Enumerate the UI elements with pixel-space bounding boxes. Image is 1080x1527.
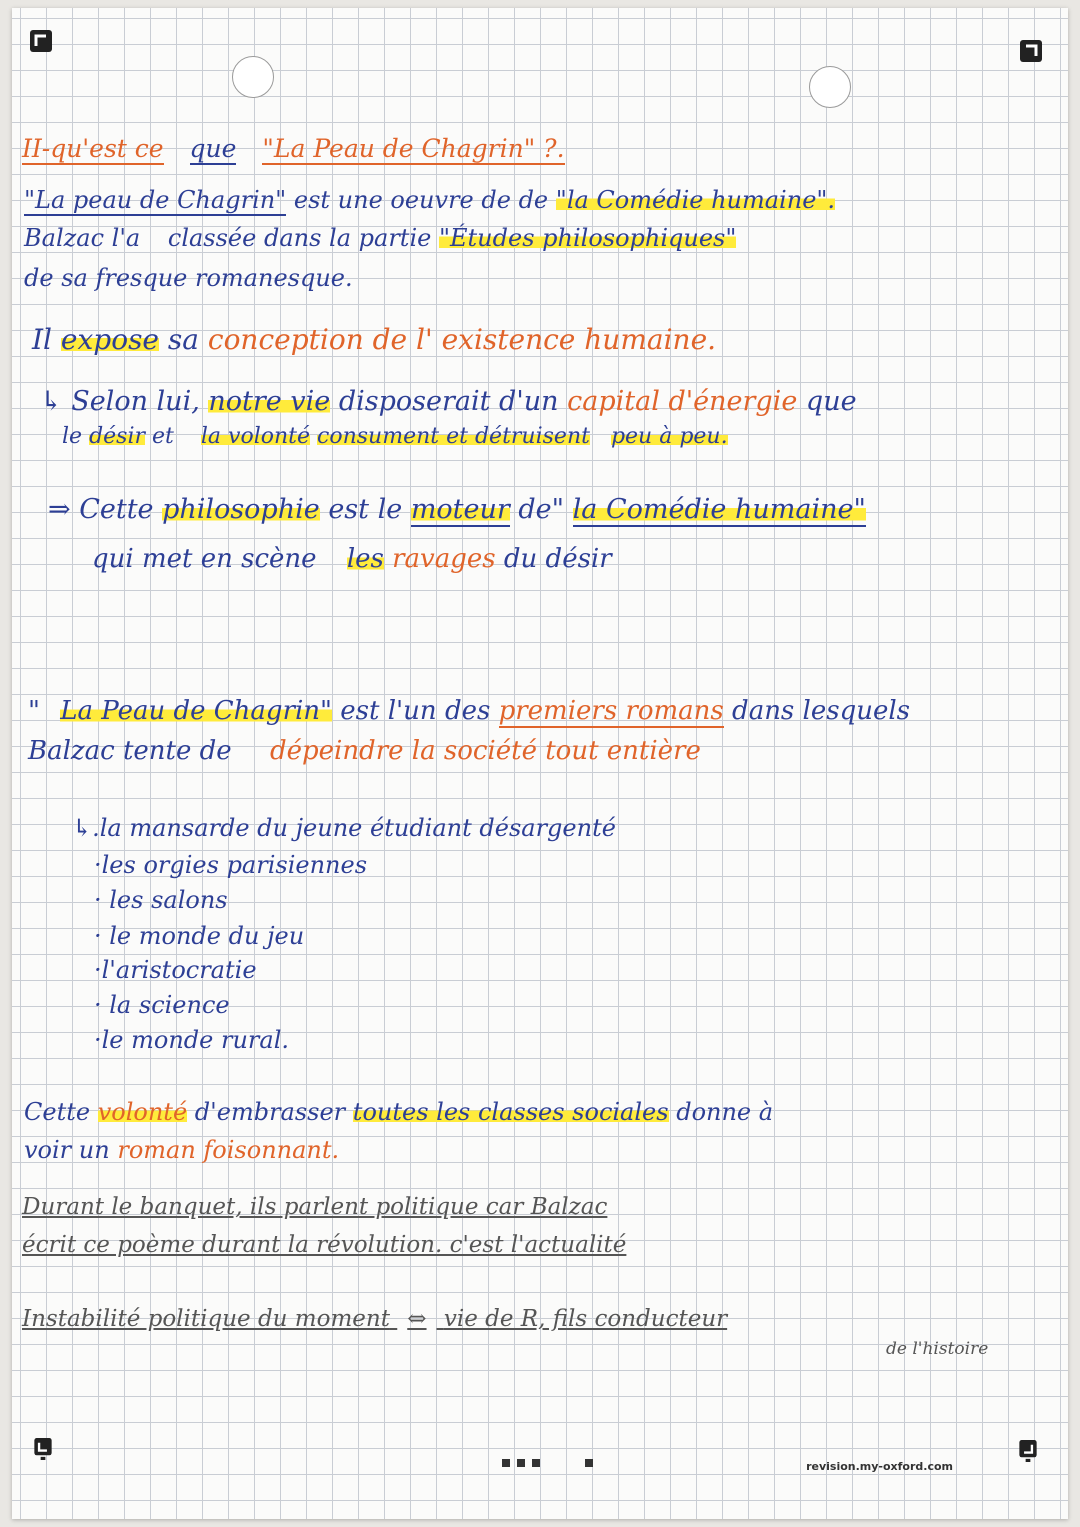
list-item [94,993,230,1017]
list-item [94,958,257,982]
para3-text: " [28,696,40,726]
para4-highlight: volonté [97,1098,188,1126]
para2-text: qui met en scène [92,544,317,574]
list-item-text: ·l'aristocratie [94,956,257,984]
para2-text: le [62,424,83,449]
para5-line4 [886,1341,988,1358]
para5-text: vie de R, fils conducteur [443,1306,728,1332]
list-item [94,853,367,877]
para3-text: est l'un des [340,696,491,726]
para2-text: ⇒ Cette [48,494,154,525]
indicator-dot-icon [532,1459,540,1467]
comedie-humaine: "la Comédie humaine". [555,186,836,214]
para2-highlight: désir [89,424,146,449]
para2-text: du désir [503,544,612,574]
para2-highlight: la volonté [200,424,311,449]
etudes-philosophiques: "Études philosophiques" [438,224,737,252]
para1-line3 [24,266,353,290]
para5-text: Durant le banquet, ils parlent politique car Balzac [22,1194,608,1220]
para2-highlight: la Comédie humaine" [572,494,866,525]
list-item-text: ·les orgies parisiennes [94,851,368,879]
para1-text: fresque romanesque. [95,264,353,292]
para4-text: Cette [24,1098,91,1126]
corner-marker-top-left-icon [30,30,52,52]
para2-highlight: consument et détruisent [317,424,590,449]
binder-hole-right [809,66,851,108]
notebook-page [12,8,1068,1519]
para5-text: écrit ce poème durant la révolution. c'est l'actualité [22,1232,627,1258]
para3-highlight: La Peau de Chagrin" [60,696,333,726]
corner-marker-bottom-right-icon [1017,1440,1039,1462]
list-item-text: ↳.la mansarde du jeune étudiant désargenté [72,814,616,842]
para4-line2 [24,1138,339,1162]
para2-line3 [62,426,728,448]
para3-text: Balzac tente de [28,736,232,766]
para2-orange: ravages [392,544,496,574]
list-item [72,816,616,840]
para3-text: dans lesquels [732,696,911,726]
para1-text: est une oeuvre de de [293,186,549,214]
para4-highlight: toutes les classes sociales [352,1098,669,1126]
indicator-dot-icon [517,1459,525,1467]
indicator-dot-icon [585,1459,593,1467]
para2-text: de" [518,494,565,525]
para5-line2 [22,1234,626,1257]
section-title [22,136,565,161]
para4-text: voir un [24,1136,110,1164]
list-item-text: · la science [94,991,230,1019]
para5-text: Instabilité politique du moment [22,1306,390,1332]
para2-highlight: philosophie [162,494,320,525]
double-arrow-icon: ⇔ [407,1306,427,1332]
para3-line2 [28,738,701,764]
para2-highlight: moteur [410,494,510,525]
para4-orange: roman foisonnant. [117,1136,340,1164]
para2-highlight: peu à peu. [610,424,728,449]
para2-line4 [48,496,866,523]
list-item-text: · les salons [94,886,228,914]
para2-line2 [40,388,857,415]
list-item-text: ·le monde rural. [94,1026,290,1054]
title-quote: "La Peau de Chagrin" ?. [262,134,565,163]
para2-text: est le [328,494,403,525]
page-indicator [502,1452,593,1471]
corner-marker-top-right-icon [1020,40,1042,62]
para3-orange: dépeindre la société tout entière [269,736,701,766]
title-que: que [189,134,237,163]
para2-text: que [805,386,857,417]
list-item [94,888,228,912]
para2-orange: capital d'énergie [567,386,798,417]
para1-line2 [24,226,736,250]
para4-text: d'embrasser [194,1098,346,1126]
para1-text: classée dans la partie [167,224,432,252]
para2-text: disposerait d'un [338,386,559,417]
para2-text: et [152,424,174,449]
para2-text: ↳ Selon lui, [40,386,200,417]
para5-line1 [22,1196,607,1219]
list-item-text: · le monde du jeu [94,922,305,950]
work-title: "La peau de Chagrin" [24,186,287,214]
para2-line5 [92,546,612,572]
para2-highlight: notre vie [208,386,331,417]
para2-text: sa [167,323,199,356]
para4-text: donne à [676,1098,774,1126]
list-item [94,1028,289,1052]
para1-line1 [24,188,835,212]
corner-marker-bottom-left-icon [32,1438,54,1460]
indicator-dot-icon [502,1459,510,1467]
para1-text: de sa [24,264,88,292]
binder-hole-left [232,56,274,98]
para2-orange: conception de l' existence humaine. [207,323,717,356]
title-prefix: II-qu'est ce [22,134,164,163]
para4-line1 [24,1100,773,1124]
footer-url: revision.my-oxford.com [806,1460,953,1473]
para2-highlight: les [346,544,384,574]
para5-text: de l'histoire [886,1339,989,1359]
para1-text: Balzac l'a [24,224,141,252]
para2-line1 [32,323,717,356]
para2-text: Il [32,323,53,356]
para5-line3 [22,1308,727,1331]
list-item [94,924,304,948]
para3-line1 [28,698,910,724]
para3-orange: premiers romans [498,696,724,726]
para2-highlight: expose [60,323,160,356]
